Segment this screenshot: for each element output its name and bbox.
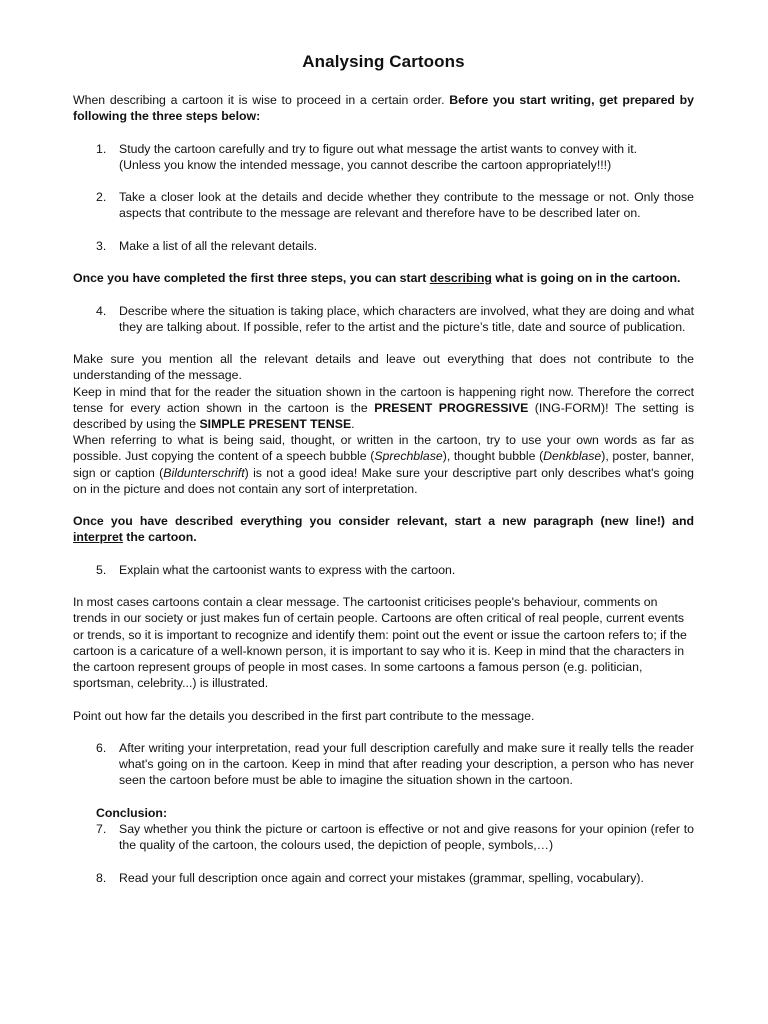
steps-list-describe — [73, 303, 694, 335]
quoting-text: When referring to what is being said, thought, or written in the cartoon, try to use your own words as far as possible. Just copying the content of a speech bubble ( — [73, 433, 694, 464]
steps-list-preparation — [73, 141, 694, 254]
quoting-italic: Denkblase — [543, 449, 602, 464]
list-item-text: Read your full description once again and correct your mistakes (grammar, spelling, vocabulary). — [119, 870, 644, 885]
list-item — [73, 740, 694, 789]
describe-heading-text-end: what is going on in the cartoon. — [491, 271, 681, 286]
tense-paragraph — [73, 384, 694, 433]
list-item-text: Say whether you think the picture or cartoon is effective or not and give reasons for your opinion (refer to the quality of the cartoon, the colours used, the depiction of people, symbols,…) — [119, 821, 694, 853]
intro-paragraph — [73, 92, 694, 124]
page-title: Analysing Cartoons — [302, 52, 465, 71]
interpret-heading-text: Once you have described everything you consider relevant, start a new paragraph (new line!) and — [73, 514, 694, 529]
intro-bold-text: Before you start writing, get prepared by following the three steps below: — [73, 93, 694, 124]
quoting-paragraph — [73, 432, 694, 497]
list-item — [73, 189, 694, 221]
interpret-heading-underlined: interpret — [73, 530, 123, 545]
describe-heading — [73, 270, 694, 286]
list-number: 3. — [96, 238, 107, 253]
quoting-text: ), poster, banner, sign or caption ( — [73, 449, 694, 480]
list-number: 1. — [96, 141, 107, 156]
list-item-line: Study the cartoon carefully and try to figure out what message the artist wants to convey with it. — [119, 141, 638, 156]
list-item-line: (Unless you know the intended message, you cannot describe the cartoon appropriately!!!) — [119, 157, 612, 172]
list-number: 7. — [96, 821, 107, 836]
steps-list-final — [73, 740, 694, 789]
interpret-heading — [73, 513, 694, 545]
conclusion-label: Conclusion: — [96, 805, 168, 820]
list-item-text: Explain what the cartoonist wants to express with the cartoon. — [119, 562, 456, 577]
steps-list-conclusion — [73, 821, 694, 886]
list-number: 5. — [96, 562, 107, 577]
intro-text: When describing a cartoon it is wise to proceed in a certain order. — [73, 93, 450, 107]
quoting-text: ) is not a good idea! Make sure your descriptive part only describes what's going on in the picture and does not contain any sort of interpretation. — [73, 465, 694, 496]
describe-heading-underlined: describing — [429, 271, 492, 286]
list-item — [73, 303, 694, 335]
tense-text: (ING-FORM)! The setting is described by using the — [73, 400, 694, 431]
list-number: 8. — [96, 870, 107, 885]
list-item — [73, 870, 694, 886]
list-number: 6. — [96, 740, 107, 755]
interpret-heading-text-end: the cartoon. — [122, 530, 197, 545]
point-out-paragraph: Point out how far the details you described in the first part contribute to the message. — [73, 708, 535, 723]
list-number: 4. — [96, 303, 107, 318]
document-page — [73, 52, 694, 886]
message-paragraph: In most cases cartoons contain a clear message. The cartoonist criticises people's behaviour, comments on trends in our society or just makes fun of certain people. Cartoons are often critical of real people, current events or trends, so it is important to recognize and identify them: point out the event or issue the cartoon refers to; if the cartoon is a caricature of a well-known person, it is important to say who it is. Keep in mind that the characters in the cartoon represent groups of people in most cases. In some cartoons a famous person (e.g. politician, sportsman, celebrity...) is illustrated. — [73, 595, 687, 691]
list-number: 2. — [96, 190, 107, 205]
list-item — [73, 238, 694, 254]
tense-bold: PRESENT PROGRESSIVE — [374, 400, 529, 415]
list-item-text: Take a closer look at the details and decide whether they contribute to the message or not. Only those aspects that contribute to the message are relevant and therefore have to be described later on. — [119, 190, 694, 221]
tense-bold: SIMPLE PRESENT TENSE — [199, 416, 352, 431]
steps-list-interpret — [73, 562, 694, 578]
quoting-text: ), thought bubble ( — [442, 449, 544, 464]
tense-text: . — [351, 416, 355, 431]
list-item — [73, 562, 694, 578]
quoting-italic: Sprechblase — [374, 449, 443, 464]
list-item — [73, 821, 694, 853]
list-item — [73, 141, 694, 173]
quoting-italic: Bildunterschrift — [163, 465, 245, 480]
list-item-text: Make a list of all the relevant details. — [119, 238, 318, 253]
list-item-text: Describe where the situation is taking place, which characters are involved, what they are doing and what they are talking about. If possible, refer to the artist and the picture’s title, date and source of publication. — [119, 303, 694, 334]
details-paragraph: Make sure you mention all the relevant details and leave out everything that does not contribute to the understanding of the message. — [73, 352, 694, 383]
list-item-text: After writing your interpretation, read your full description carefully and make sure it really tells the reader what's going on in the cartoon. Keep in mind that after reading your description, a person who has never seen the cartoon before must be able to imagine the situation shown in the cartoon. — [119, 740, 694, 788]
tense-text: Keep in mind that for the reader the situation shown in the cartoon is happening right now. Therefore the correct tense for every action shown in the cartoon is the — [73, 384, 694, 415]
describe-heading-text: Once you have completed the first three steps, you can start — [73, 271, 430, 286]
